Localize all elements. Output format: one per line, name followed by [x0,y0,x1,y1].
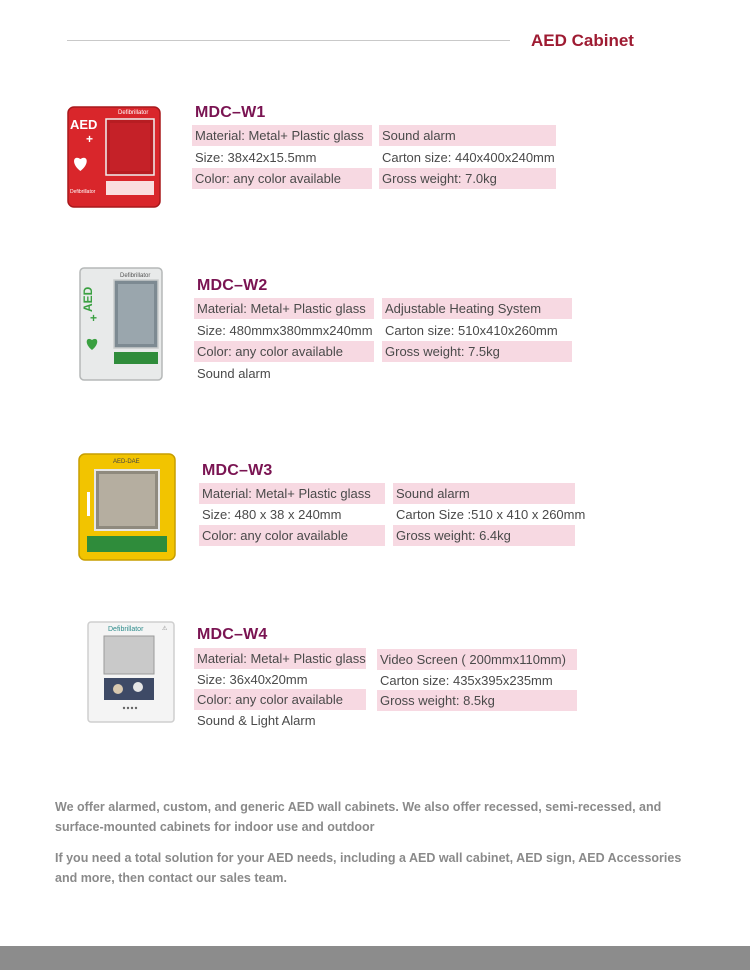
svg-text:Defibrillator: Defibrillator [120,273,151,279]
svg-text:Defibrillator: Defibrillator [70,189,96,195]
aed-cabinet-red-image [66,103,164,209]
footer-paragraph-contact: If you need a total solution for your AED needs, including a AED wall cabinet, AED sign, AED Accessories and more, then contact our sales team. [55,851,682,885]
spec-color: Color: any color available [194,341,374,362]
spec-weight: Gross weight: 6.4kg [393,525,575,546]
svg-text:AED: AED [70,117,98,132]
aed-cabinet-white-image [78,266,164,382]
spec-material: Material: Metal+ Plastic glass [194,298,374,319]
svg-text:AED-DAE: AED-DAE [113,459,140,465]
spec-weight: Gross weight: 7.5kg [382,341,572,362]
spec-size: Size: 36x40x20mm [197,672,308,687]
spec-weight: Gross weight: 7.0kg [379,168,556,189]
spec-weight: Gross weight: 8.5kg [377,690,577,711]
spec-color: Color: any color available [194,689,366,710]
aed-cabinet-video-image [86,620,176,724]
svg-text:⚠: ⚠ [162,626,168,632]
svg-text:Defibrillator: Defibrillator [108,626,144,633]
spec-carton: Carton size: 440x400x240mm [382,150,555,165]
svg-text:Defibrillator: Defibrillator [118,110,149,116]
footer-paragraph-offer: We offer alarmed, custom, and generic AED wall cabinets. We also offer recessed, semi-recessed, and surface-mounted cabinets for indoor use and outdoor [55,800,662,834]
spec-size: Size: 480 x 38 x 240mm [202,507,342,522]
model-title: MDC–W3 [202,462,273,479]
spec-feature: Video Screen ( 200mmx110mm) [377,649,577,670]
spec-feature: Sound alarm [379,125,556,146]
spec-material: Material: Metal+ Plastic glass [194,648,366,669]
spec-feature: Adjustable Heating System [382,298,572,319]
aed-cabinet-yellow-image [77,452,177,562]
svg-text:AED: AED [81,286,95,312]
spec-carton: Carton Size :510 x 410 x 260mm [396,507,586,522]
model-title: MDC–W4 [197,626,268,643]
spec-extra: Sound & Light Alarm [197,713,316,728]
spec-material: Material: Metal+ Plastic glass [192,125,372,146]
spec-color: Color: any color available [192,168,372,189]
spec-size: Size: 38x42x15.5mm [195,150,317,165]
spec-feature: Sound alarm [393,483,575,504]
spec-extra: Sound alarm [197,366,271,381]
spec-material: Material: Metal+ Plastic glass [199,483,385,504]
spec-size: Size: 480mmx380mmx240mm [197,323,373,338]
spec-color: Color: any color available [199,525,385,546]
header-rule [67,40,510,41]
page-title: AED Cabinet [531,31,634,50]
model-title: MDC–W2 [197,277,268,294]
spec-carton: Carton size: 510x410x260mm [385,323,558,338]
svg-text:+: + [90,311,98,325]
spec-carton: Carton size: 435x395x235mm [380,673,553,688]
model-title: MDC–W1 [195,104,266,121]
bottom-bar [0,946,750,970]
svg-text:+: + [86,132,94,146]
